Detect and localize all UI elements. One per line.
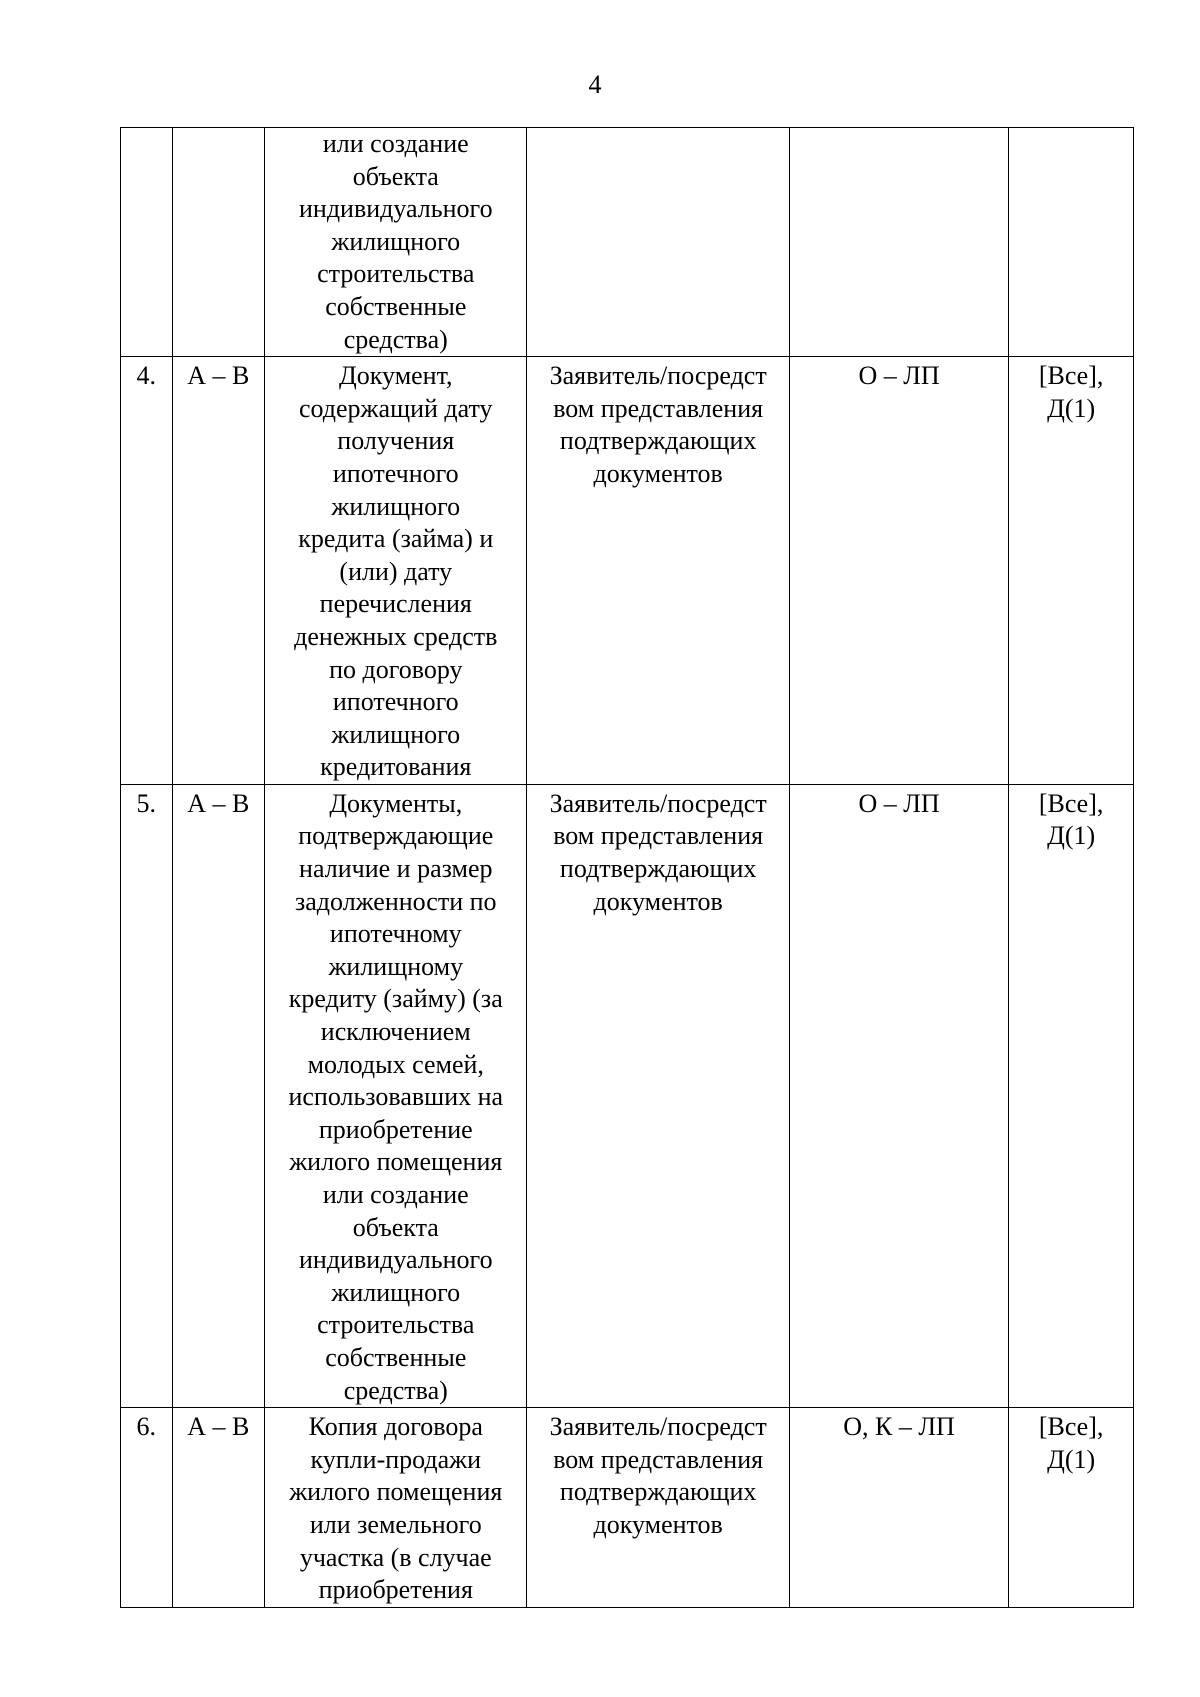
source-cell <box>527 128 789 357</box>
table-row <box>121 784 1134 1407</box>
reference-cell <box>1009 1408 1134 1608</box>
document-name-cell-line: собственные <box>325 291 467 321</box>
source-cell <box>527 1408 789 1608</box>
row-number-cell: 6. <box>121 1408 173 1608</box>
document-name-cell-line: ипотечного <box>332 458 459 488</box>
document-name-cell <box>265 784 527 1407</box>
source-cell-line: вом представления <box>553 393 764 423</box>
type-cell: О – ЛП <box>789 357 1008 785</box>
source-cell-line: Заявитель/посредст <box>549 361 767 391</box>
table-row <box>121 357 1134 785</box>
source-cell-line: подтверждающих <box>559 426 757 456</box>
document-name-cell-line: подтверждающие <box>298 821 494 851</box>
document-name-cell-line: задолженности по <box>295 886 497 916</box>
row-number-cell: 5. <box>121 784 173 1407</box>
source-cell-line: Заявитель/посредст <box>549 1412 767 1442</box>
category-cell <box>172 128 264 357</box>
document-name-cell-line: кредиту (займу) (за <box>288 984 503 1014</box>
table-row <box>121 1408 1134 1608</box>
document-name-cell-line: строительства <box>317 259 475 289</box>
document-name-cell <box>265 1408 527 1608</box>
page-number: 4 <box>588 70 602 99</box>
document-name-cell-line: собственные <box>325 1342 467 1372</box>
document-name-cell-line: жилого помещения <box>289 1477 503 1507</box>
document-name-cell-line: Копия договора <box>308 1412 483 1442</box>
document-name-cell-line: или создание <box>322 129 469 158</box>
document-name-cell-line: купли-продажи <box>310 1444 482 1474</box>
reference-cell <box>1009 357 1134 785</box>
document-name-cell-line: Документы, <box>329 788 463 818</box>
document-name-cell-line: содержащий дату <box>299 393 493 423</box>
document-name-cell-line: объекта <box>352 1212 439 1242</box>
source-cell-line: вом представления <box>553 821 764 851</box>
document-name-cell-line: средства) <box>343 324 448 354</box>
reference-cell-line: [Все], <box>1038 361 1104 391</box>
source-cell-line: документов <box>593 1509 723 1539</box>
reference-cell-line: Д(1) <box>1047 393 1096 423</box>
document-name-cell-line: или земельного <box>309 1509 482 1539</box>
document-name-cell-line: (или) дату <box>339 556 453 586</box>
document-name-cell <box>265 357 527 785</box>
row-number-cell: 4. <box>121 357 173 785</box>
category-cell: А – В <box>172 784 264 1407</box>
source-cell <box>527 784 789 1407</box>
source-cell-line: Заявитель/посредст <box>549 788 767 818</box>
reference-cell <box>1009 784 1134 1407</box>
document-name-cell-line: строительства <box>317 1310 475 1340</box>
document-name-cell-line: исключением <box>320 1017 471 1047</box>
document-name-cell-line: средства) <box>343 1375 448 1405</box>
table-row <box>121 128 1134 357</box>
document-name-cell <box>265 128 527 357</box>
document-name-cell-line: по договору <box>329 654 463 684</box>
source-cell-line: вом представления <box>553 1444 764 1474</box>
category-cell: А – В <box>172 357 264 785</box>
document-name-cell-line: кредита (займа) и <box>298 524 494 554</box>
row-number-cell <box>121 128 173 357</box>
document-name-cell-line: денежных средств <box>294 621 498 651</box>
document-name-cell-line: жилищного <box>331 1277 461 1307</box>
document-name-cell-line: ипотечному <box>329 919 462 949</box>
document-name-cell-line: приобретение <box>318 1114 473 1144</box>
reference-cell-line: Д(1) <box>1047 1444 1096 1474</box>
document-name-cell-line: участка (в случае <box>299 1542 492 1572</box>
source-cell <box>527 357 789 785</box>
document-name-cell-line: жилищного <box>331 719 461 749</box>
type-cell: О, К – ЛП <box>789 1408 1008 1608</box>
type-cell <box>789 128 1008 357</box>
document-name-cell-line: объекта <box>352 161 439 191</box>
document-name-cell-line: наличие и размер <box>299 854 493 884</box>
document-name-cell-line: индивидуального <box>298 1245 493 1275</box>
document-name-cell-line: молодых семей, <box>307 1049 484 1079</box>
source-cell-line: подтверждающих <box>559 854 757 884</box>
reference-cell-line: [Все], <box>1038 788 1104 818</box>
document-name-cell-line: индивидуального <box>298 194 493 224</box>
document-name-cell-line: жилищному <box>328 951 464 981</box>
document-name-cell-line: использовавших на <box>288 1082 504 1112</box>
category-cell: А – В <box>172 1408 264 1608</box>
document-name-cell-line: жилищного <box>331 491 461 521</box>
document-name-cell-line: жилищного <box>331 226 461 256</box>
type-cell: О – ЛП <box>789 784 1008 1407</box>
reference-cell <box>1009 128 1134 357</box>
reference-cell-line: [Все], <box>1038 1412 1104 1442</box>
document-name-cell-line: или создание <box>322 1180 469 1209</box>
document-name-cell-line: кредитования <box>320 752 472 782</box>
documents-table <box>120 127 1134 1608</box>
document-name-cell-line: получения <box>337 426 455 456</box>
document-name-cell-line: Документ, <box>339 361 453 391</box>
source-cell-line: документов <box>593 886 723 916</box>
document-name-cell-line: перечисления <box>319 589 472 619</box>
document-name-cell-line: приобретения <box>318 1575 473 1605</box>
source-cell-line: подтверждающих <box>559 1477 757 1507</box>
document-name-cell-line: ипотечного <box>332 687 459 717</box>
document-name-cell-line: жилого помещения <box>289 1147 503 1177</box>
reference-cell-line: Д(1) <box>1047 821 1096 851</box>
source-cell-line: документов <box>593 458 723 488</box>
